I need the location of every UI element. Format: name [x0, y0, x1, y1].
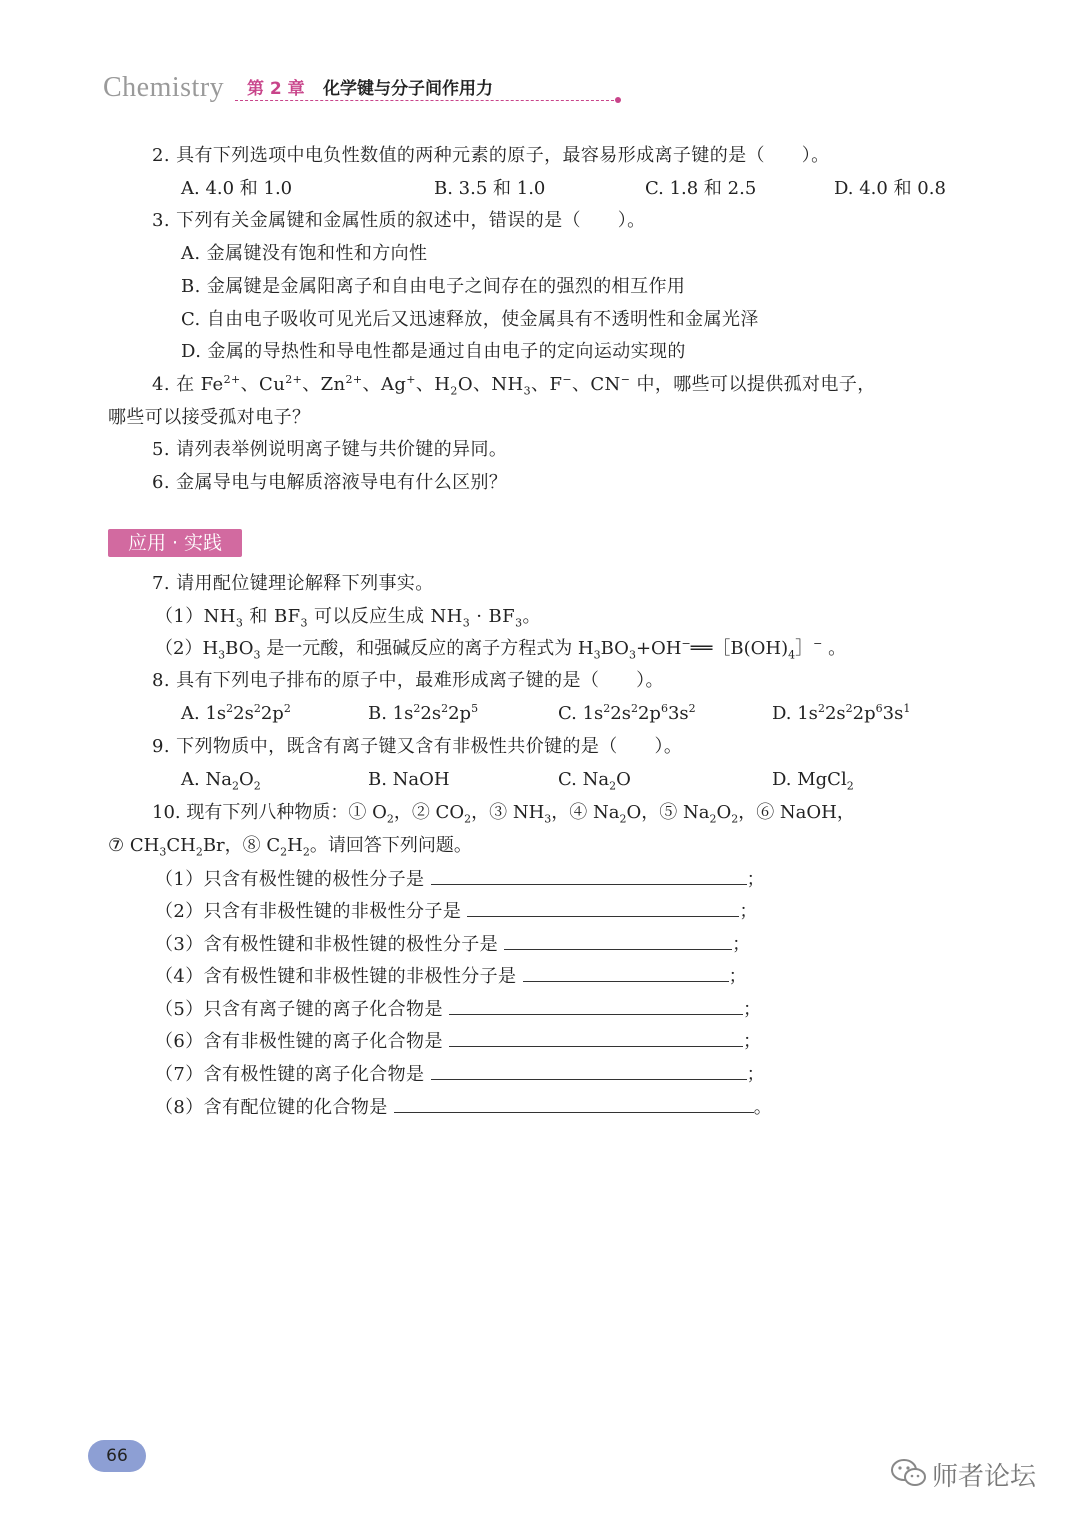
answer-blank-7[interactable]	[431, 1061, 747, 1080]
q10-item-3: （3）含有极性键和非极性键的极性分子是 ；	[155, 931, 751, 958]
header-dot	[615, 97, 621, 103]
question-4-line-2: 哪些可以接受孤对电子？	[108, 407, 311, 428]
q2-option-c: C. 1.8 和 2.5	[645, 178, 757, 199]
question-9-stem: 9. 下列物质中，既含有离子键又含有非极性共价键的是（ ）。	[152, 736, 683, 757]
q3-option-c: C. 自由电子吸收可见光后又迅速释放，使金属具有不透明性和金属光泽	[181, 309, 759, 330]
question-10-line-2: ⑦ $CH_3CH_2Br$，⑧ $C_2H_2$。请回答下列问题。	[108, 835, 472, 859]
answer-blank-5[interactable]	[449, 996, 743, 1015]
q7-part-1: $(1)NH_3$ 和 $BF_3$ 可以反应生成 $NH_3 \cdot BF_3$。	[155, 606, 541, 630]
q3-option-b: B. 金属键是金属阳离子和自由电子之间存在的强烈的相互作用	[181, 276, 686, 297]
question-6-stem: 6. 金属导电与电解质溶液导电有什么区别？	[152, 472, 508, 493]
q3-option-d: D. 金属的导热性和导电性都是通过自由电子的定向运动实现的	[181, 341, 686, 362]
answer-blank-1[interactable]	[431, 866, 747, 885]
answer-blank-4[interactable]	[523, 963, 729, 982]
question-7-stem: 7. 请用配位键理论解释下列事实。	[152, 573, 434, 594]
q10-item-1: （1）只含有极性键的极性分子是 ；	[155, 866, 765, 893]
wechat-icon	[890, 1458, 928, 1488]
q10-item-6: （6）含有非极性键的离子化合物是 ；	[155, 1028, 761, 1055]
q9-option-d: D. MgCl$_2$	[772, 769, 854, 793]
q8-option-b: B. $1s^22s^22p^5$	[368, 702, 479, 724]
question-4-line-1: 4. 在 $Fe^{2+}$、$Cu^{2+}$、$Zn^{2+}$、Ag+、$H_2O$、$NH_3$、F−、CN− 中，哪些可以提供孤对电子，	[152, 373, 876, 398]
q10-item-7: （7）含有极性键的离子化合物是 ；	[155, 1061, 765, 1088]
q2-option-b: B. 3.5 和 1.0	[434, 178, 546, 199]
answer-blank-2[interactable]	[467, 898, 739, 917]
question-10-line-1: 10. 现有下列八种物质：① $O_2$，② $CO_2$，③ $NH_3$，④ $Na_2O$，⑤ $Na_2O_2$，⑥ NaOH，	[152, 802, 855, 826]
question-2-stem: 2. 具有下列选项中电负性数值的两种元素的原子，最容易形成离子键的是（ ）。	[152, 145, 830, 166]
q10-item-2: （2）只含有非极性键的非极性分子是 ；	[155, 898, 758, 925]
brand-title: Chemistry	[103, 72, 225, 103]
answer-blank-8[interactable]	[394, 1094, 754, 1113]
q9-option-b: B. NaOH	[368, 769, 450, 790]
q10-item-5: （5）只含有离子键的离子化合物是 ；	[155, 996, 761, 1023]
question-5-stem: 5. 请列表举例说明离子键与共价键的异同。	[152, 439, 508, 460]
q2-option-a: A. 4.0 和 1.0	[181, 178, 293, 199]
answer-blank-6[interactable]	[449, 1028, 743, 1047]
q8-option-c: C. $1s^22s^22p^63s^2$	[558, 702, 696, 724]
answer-blank-3[interactable]	[504, 931, 732, 950]
watermark	[890, 1456, 1060, 1492]
q9-option-a: A. $Na_2O_2$	[181, 769, 261, 793]
q7-part-2: $(2)H_3BO_3$ 是一元酸，和强碱反应的离子方程式为 $H_3BO_3+OH^-══[B(OH)_4]^-$ 。	[155, 637, 847, 662]
q10-item-4: （4）含有极性键和非极性键的非极性分子是 ；	[155, 963, 747, 990]
q2-option-d: D. 4.0 和 0.8	[834, 178, 946, 199]
q10-item-8: （8）含有配位键的化合物是 。	[155, 1094, 772, 1121]
watermark-text: 师者论坛	[932, 1462, 1037, 1492]
header-divider	[235, 100, 619, 101]
chapter-title: 化学键与分子间作用力	[323, 79, 493, 99]
question-8-stem: 8. 具有下列电子排布的原子中，最难形成离子键的是（ ）。	[152, 670, 664, 691]
chapter-number: 第 2 章	[247, 79, 305, 99]
question-3-stem: 3. 下列有关金属键和金属性质的叙述中，错误的是（ ）。	[152, 210, 646, 231]
q8-option-a: A. $1s^22s^22p^2$	[181, 702, 291, 724]
running-header	[103, 70, 523, 110]
q9-option-c: C. $Na_2O$	[558, 769, 631, 793]
q8-option-d: D. $1s^22s^22p^63s^1$	[772, 702, 911, 724]
q3-option-a: A. 金属键没有饱和性和方向性	[181, 243, 428, 264]
section-badge-application-practice: 应用 · 实践	[108, 529, 242, 557]
page-number: 66	[88, 1440, 146, 1472]
